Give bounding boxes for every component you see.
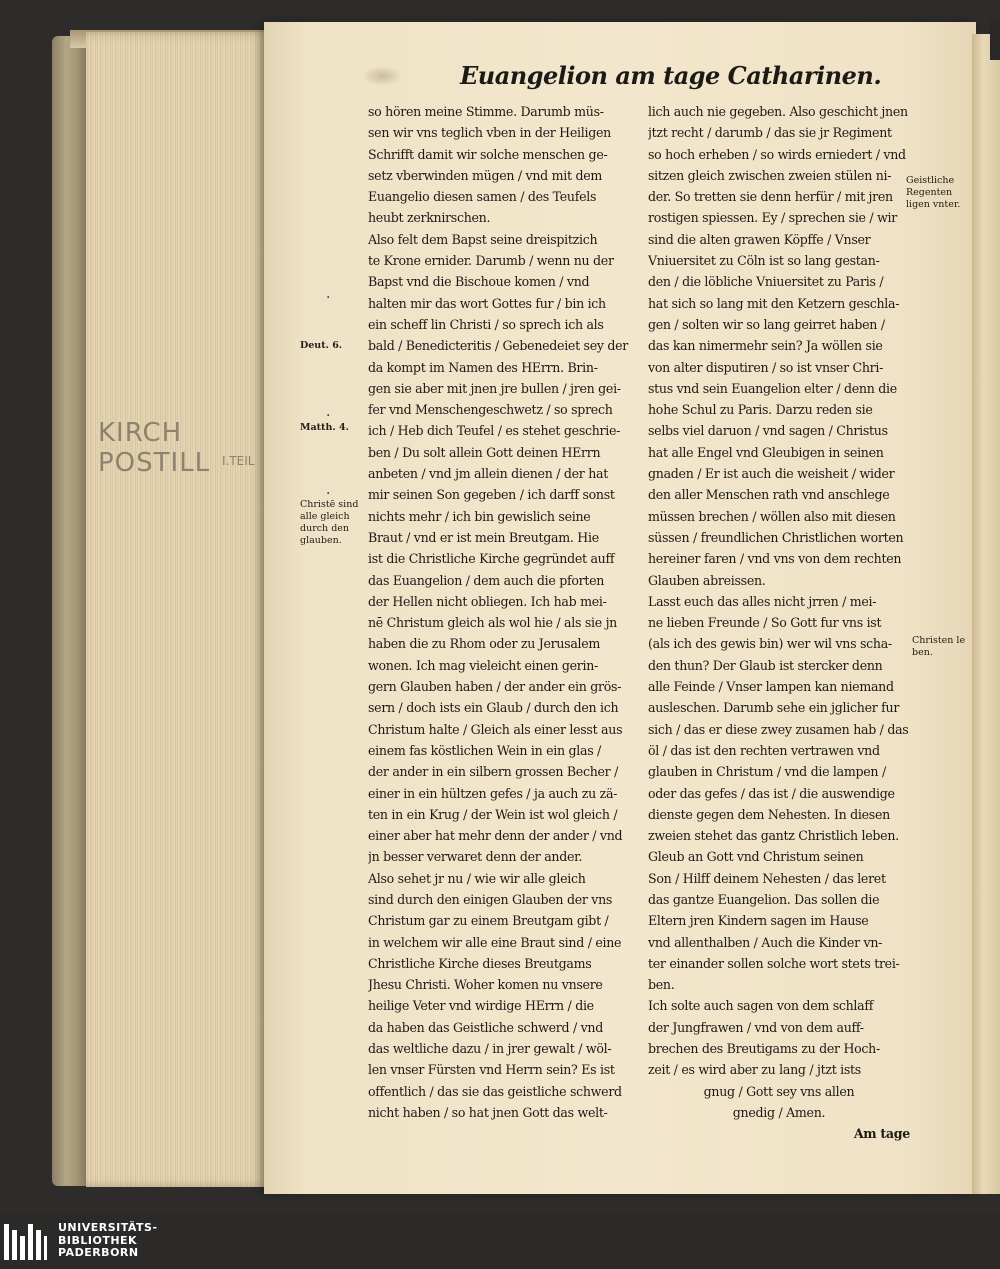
text-line: zweien stehet das gantz Christlich leben.	[648, 828, 899, 844]
text-line: gnaden / Er ist auch die weisheit / wider	[648, 466, 895, 482]
library-logo-text	[58, 1222, 158, 1260]
text-column-right	[648, 101, 910, 1145]
text-line: sen wir vns teglich vben in der Heiligen	[368, 125, 611, 141]
margin-note-line: ben.	[912, 647, 933, 658]
text-line: einer aber hat mehr denn der ander / vnd	[368, 828, 623, 844]
text-line: den / die löbliche Vniuersitet zu Paris /	[648, 274, 884, 290]
text-line: halten mir das wort Gottes fur / bin ich	[368, 295, 606, 311]
margin-dot: ·	[326, 408, 331, 424]
text-line: mir seinen Son gegeben / ich darff sonst	[368, 487, 615, 503]
text-line: dienste gegen dem Nehesten. In diesen	[648, 806, 890, 822]
text-line: jn besser verwaret denn der ander.	[368, 849, 583, 865]
text-line: das kan nimermehr sein? Ja wöllen sie	[648, 338, 883, 354]
text-line: so hoch erheben / so wirds erniedert / vnd	[648, 146, 906, 162]
text-line: ne lieben Freunde / So Gott fur vns ist	[648, 615, 882, 631]
margin-note-christen	[912, 635, 965, 659]
text-line: vnd allenthalben / Auch die Kinder vn-	[648, 934, 883, 950]
text-line: wonen. Ich mag vieleicht einen gerin-	[368, 657, 599, 673]
text-line: sern / doch ists ein Glaub / durch den ich	[368, 700, 619, 716]
text-line: ist die Christliche Kirche gegründet auff	[368, 551, 615, 567]
text-line: fer vnd Menschengeschwetz / so sprech	[368, 402, 613, 418]
page-block-edges	[86, 32, 268, 1187]
text-line: anbeten / vnd jm allein dienen / der hat	[368, 466, 608, 482]
text-line: hat sich so lang mit den Ketzern geschla-	[648, 295, 900, 311]
text-line: setz vberwinden mügen / vnd mit dem	[368, 167, 603, 183]
text-line: jtzt recht / darumb / das sie jr Regiment	[648, 125, 892, 141]
margin-note-line: Christen le	[912, 635, 966, 646]
corner-shadow	[990, 20, 1000, 60]
text-line: das gantze Euangelion. Das sollen die	[648, 891, 880, 907]
margin-dot: ·	[326, 486, 331, 502]
text-line: lich auch nie gegeben. Also geschicht jnen	[648, 104, 908, 119]
text-line: müssen brechen / wöllen also mit diesen	[648, 508, 896, 524]
text-line: den thun? Der Glaub ist stercker denn	[648, 657, 883, 673]
margin-dot: ·	[326, 290, 331, 306]
text-line: brechen des Breutigams zu der Hoch-	[648, 1041, 880, 1057]
text-line: Gleub an Gott vnd Christum seinen	[648, 849, 864, 865]
logo-line: PADERBORN	[58, 1246, 139, 1259]
text-line: hat alle Engel vnd Gleubigen in seinen	[648, 444, 884, 460]
text-line: heilige Veter vnd wirdige HErrn / die	[368, 998, 594, 1014]
text-line: ein scheff lin Christi / so sprech ich als	[368, 316, 604, 332]
text-line: öl / das ist den rechten vertrawen vnd	[648, 742, 880, 758]
text-line: nē Christum gleich als wol hie / als sie jn	[368, 615, 617, 631]
text-line: gern Glauben haben / der ander ein grös-	[368, 679, 622, 695]
text-line: ten in ein Krug / der Wein ist wol gleich /	[368, 806, 618, 822]
text-line: heubt zerknirschen.	[368, 210, 491, 226]
text-line: der. So tretten sie denn herfür / mit jren	[648, 189, 893, 205]
text-line: sind durch den einigen Glauben der vns	[368, 891, 613, 907]
margin-note-christe	[300, 499, 358, 547]
text-line: haben die zu Rhom oder zu Jerusalem	[368, 636, 601, 652]
margin-note-deut: Deut. 6.	[300, 340, 343, 351]
next-leaf-edge	[972, 34, 1000, 1194]
text-line: Ich solte auch sagen von dem schlaff	[648, 998, 874, 1014]
text-line: Vniuersitet zu Cöln ist so lang gestan-	[648, 253, 880, 269]
text-line: oder das gefes / das ist / die auswendige	[648, 785, 895, 801]
text-line: einer in ein hültzen gefes / ja auch zu zä-	[368, 785, 618, 801]
text-column-left	[368, 101, 632, 1123]
library-footer	[0, 1214, 1000, 1269]
text-line: gnug / Gott sey vns allen	[703, 1083, 855, 1099]
text-line: sind die alten grawen Köpffe / Vnser	[648, 231, 871, 247]
text-line: der Jungfrawen / vnd von dem auff-	[648, 1019, 864, 1035]
text-line: Christum gar zu einem Breutgam gibt /	[368, 913, 609, 929]
logo-line: BIBLIOTHEK	[58, 1233, 138, 1247]
text-line: ben / Du solt allein Gott deinen HErrn	[368, 444, 601, 460]
margin-note-line: ligen vnter.	[906, 199, 961, 210]
page-edge-stamp-volume: I.TEIL	[222, 454, 255, 468]
text-line: der Hellen nicht obliegen. Ich hab mei-	[368, 593, 607, 609]
text-line: Son / Hilff deinem Nehesten / das leret	[648, 870, 886, 886]
text-line: der ander in ein silbern grossen Becher /	[368, 764, 619, 780]
text-line: Also sehet jr nu / wie wir alle gleich	[368, 870, 586, 886]
margin-note-line: Christē sind	[300, 499, 359, 510]
margin-note-geistliche	[906, 175, 960, 211]
text-line: Eltern jren Kindern sagen im Hause	[648, 913, 869, 929]
text-line: len vnser Fürsten vnd Herrn sein? Es ist	[368, 1062, 615, 1078]
text-line: ben.	[648, 977, 675, 993]
margin-note-line: Geistliche	[906, 175, 955, 186]
text-line: Am tage	[853, 1126, 910, 1142]
text-line: so hören meine Stimme. Darumb müs-	[368, 104, 604, 119]
logo-line: UNIVERSITÄTS-	[58, 1221, 158, 1234]
margin-note-line: glauben.	[300, 535, 342, 546]
text-line: das Euangelion / dem auch die pforten	[368, 572, 605, 588]
text-line: Glauben abreissen.	[648, 572, 766, 588]
text-line: glauben in Christum / vnd die lampen /	[648, 764, 886, 780]
text-line: Christliche Kirche dieses Breutgams	[368, 955, 592, 971]
text-line: te Krone ernider. Darumb / wenn nu der	[368, 253, 614, 269]
text-line: alle Feinde / Vnser lampen kan niemand	[648, 679, 894, 695]
text-line: sich / das er diese zwey zusamen hab / das	[648, 721, 909, 737]
text-line: sitzen gleich zwischen zweien stülen ni-	[648, 167, 892, 183]
text-line: ausleschen. Darumb sehe ein jglicher fur	[648, 700, 900, 716]
text-line: zeit / es wird aber zu lang / jtzt ists	[648, 1062, 861, 1078]
text-line: das weltliche dazu / in jrer gewalt / wöl-	[368, 1041, 612, 1057]
text-line: süssen / freundlichen Christlichen worten	[648, 529, 904, 545]
text-line: Bapst vnd die Bischoue komen / vnd	[368, 274, 590, 290]
text-line: Braut / vnd er ist mein Breutgam. Hie	[368, 529, 599, 545]
margin-note-line: Regenten	[906, 187, 953, 198]
text-line: Lasst euch das alles nicht jrren / mei-	[648, 593, 877, 609]
margin-note-matth: Matth. 4.	[300, 422, 349, 433]
text-line: ter einander sollen solche wort stets trei-	[648, 955, 900, 971]
page-edge-stamp-title: KIRCH POSTILL	[98, 418, 211, 478]
library-logo-icon	[4, 1220, 48, 1264]
text-line: gen sie aber mit jnen jre bullen / jren gei-	[368, 380, 621, 396]
text-line: einem fas köstlichen Wein in ein glas /	[368, 742, 602, 758]
text-line: Also felt dem Bapst seine dreispitzich	[368, 231, 598, 247]
text-line: in welchem wir alle eine Braut sind / eine	[368, 934, 622, 950]
text-line: stus vnd sein Euangelion elter / denn die	[648, 380, 897, 396]
margin-note-line: durch den	[300, 523, 350, 534]
page-edge-stamp	[98, 418, 268, 478]
text-line: von alter disputiren / so ist vnser Chri-	[648, 359, 884, 375]
text-line: selbs viel daruon / vnd sagen / Christus	[648, 423, 888, 439]
text-line: hereiner faren / vnd vns von dem rechten	[648, 551, 902, 567]
margin-note-line: alle gleich	[300, 511, 350, 522]
text-line: gen / solten wir so lang geirret haben /	[648, 316, 885, 332]
book-cover-edge	[52, 36, 88, 1186]
text-line: Euangelio diesen samen / des Teufels	[368, 189, 597, 205]
text-line: hohe Schul zu Paris. Darzu reden sie	[648, 402, 873, 418]
text-line: offentlich / das sie das geistliche schwerd	[368, 1083, 622, 1099]
text-line: nicht haben / so hat jnen Gott das welt-	[368, 1104, 608, 1120]
page-title: Euangelion am tage Catharinen.	[460, 61, 882, 90]
text-line: rostigen spiessen. Ey / sprechen sie / wir	[648, 210, 897, 226]
text-line: den aller Menschen rath vnd anschlege	[648, 487, 890, 503]
text-line: Jhesu Christi. Woher komen nu vnsere	[368, 977, 603, 993]
text-line: bald / Benedicteritis / Gebenedeiet sey der	[368, 338, 629, 354]
text-line: gnedig / Amen.	[732, 1104, 826, 1120]
text-line: Schrifft damit wir solche menschen ge-	[368, 146, 608, 162]
text-line: (als ich des gewis bin) wer wil vns scha-	[648, 636, 892, 652]
ink-smudge	[362, 66, 402, 86]
text-line: da haben das Geistliche schwerd / vnd	[368, 1019, 603, 1035]
text-line: Christum halte / Gleich als einer lesst aus	[368, 721, 623, 737]
text-line: da kompt im Namen des HErrn. Brin-	[368, 359, 598, 375]
text-line: ich / Heb dich Teufel / es stehet geschrie-	[368, 423, 621, 439]
text-line: nichts mehr / ich bin gewislich seine	[368, 508, 591, 524]
